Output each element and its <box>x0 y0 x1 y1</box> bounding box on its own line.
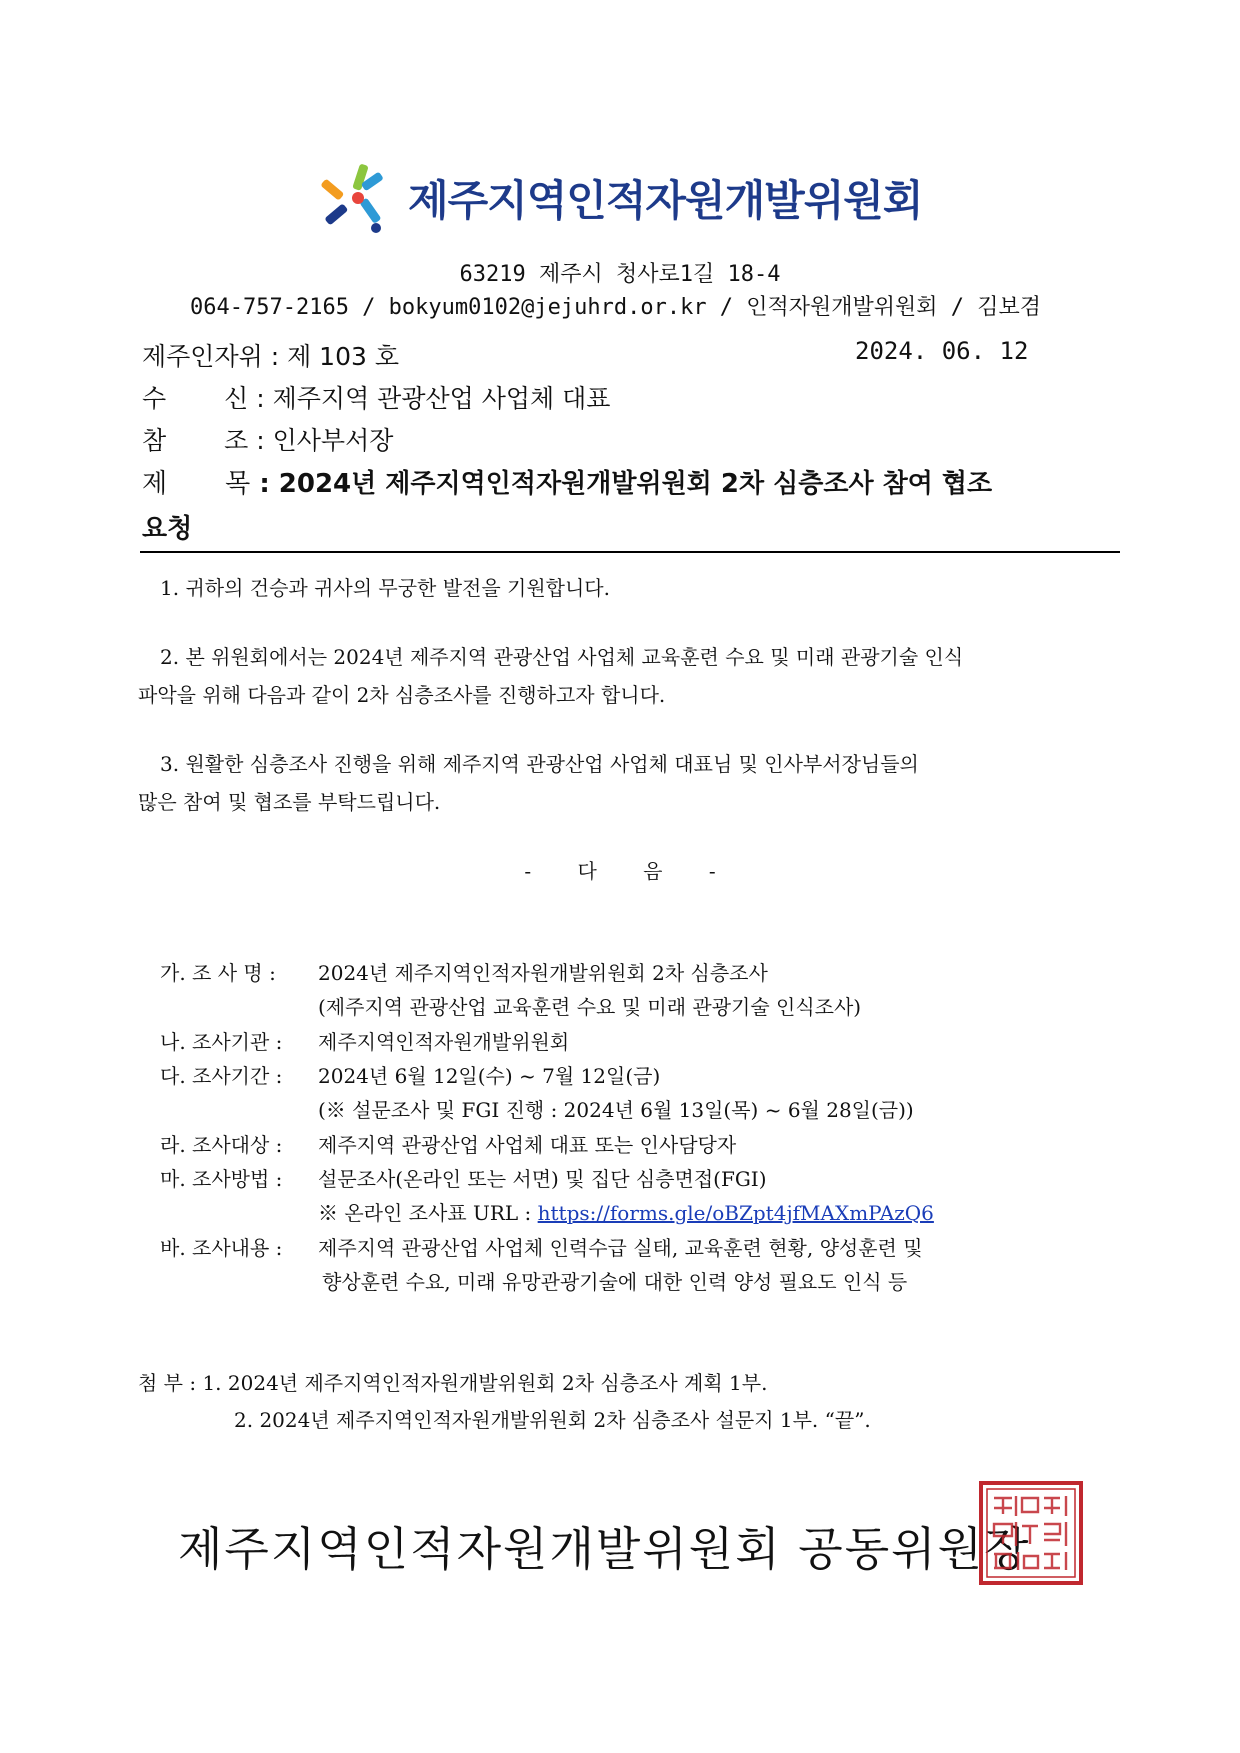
paragraph-3-line-1: 3. 원활한 심층조사 진행을 위해 제주지역 관광산업 사업체 대표님 및 인사부서장님들의 <box>160 752 919 776</box>
paragraph-3-line-2: 많은 참여 및 협조를 부탁드립니다. <box>138 790 441 814</box>
reference-label-2: 조 <box>224 426 249 455</box>
detail-survey-period-note: (※ 설문조사 및 FGI 진행 : 2024년 6월 13일(목) ~ 6월 28일(금)) <box>318 1098 914 1122</box>
paragraph-2-line-1: 2. 본 위원회에서는 2024년 제주지역 관광산업 사업체 교육훈련 수요 및 미래 관광기술 인식 <box>160 645 964 669</box>
org-name: 제주지역인적자원개발위원회 <box>408 176 923 225</box>
reference-label-1: 참 <box>142 426 167 455</box>
recipient-label-2: 신 <box>224 384 249 413</box>
org-contact: 064-757-2165 / bokyum0102@jejuhrd.or.kr / 인적자원개발위원회 / 김보겸 <box>190 295 1042 320</box>
subject-label-1: 제 <box>142 469 168 499</box>
paragraph-2-line-2: 파악을 위해 다음과 같이 2차 심층조사를 진행하고자 합니다. <box>138 683 666 707</box>
org-address: 63219 제주시 청사로1길 18-4 <box>459 262 781 287</box>
detail-key: 나. 조사기관 : <box>160 1030 283 1054</box>
official-seal-stamp <box>978 1480 1084 1586</box>
detail-value: 2024년 제주지역인적자원개발위원회 2차 심층조사 <box>318 961 768 985</box>
detail-key: 가. 조 사 명 : <box>160 961 276 985</box>
recipient-label-1: 수 <box>142 384 167 413</box>
following-heading: - 다 음 - <box>524 859 716 883</box>
detail-value: 2024년 6월 12일(수) ~ 7월 12일(금) <box>318 1064 661 1088</box>
recipient-value: : 제주지역 관광산업 사업체 대표 <box>256 384 611 413</box>
recipient-line <box>142 379 610 415</box>
document-date: 2024. 06. 12 <box>855 337 1029 365</box>
document-number: 제주인자위 : 제 103 호 <box>142 342 399 371</box>
survey-url-link[interactable]: https://forms.gle/oBZpt4jfMAXmPAzQ6 <box>537 1201 934 1225</box>
sender-signature: 제주지역인적자원개발위원회 공동위원장 <box>178 1522 1031 1576</box>
org-logo <box>318 158 922 238</box>
detail-value: 설문조사(온라인 또는 서면) 및 집단 심층면접(FGI) <box>318 1167 767 1191</box>
subject-continuation: 요청 <box>142 514 193 544</box>
detail-key: 라. 조사대상 : <box>160 1133 283 1157</box>
reference-line <box>142 421 393 457</box>
detail-value: 제주지역 관광산업 사업체 인력수급 실태, 교육훈련 현황, 양성훈련 및 <box>318 1236 923 1260</box>
header-divider <box>140 551 1120 553</box>
detail-survey-url-line <box>318 1197 934 1226</box>
detail-key: 바. 조사내용 : <box>160 1236 283 1260</box>
detail-survey-content-cont: 향상훈련 수요, 미래 유망관광기술에 대한 인력 양성 필요도 인식 등 <box>322 1270 908 1294</box>
subject-line <box>142 463 992 500</box>
subject-label-2: 목 <box>225 469 251 499</box>
attachment-2: 2. 2024년 제주지역인적자원개발위원회 2차 심층조사 설문지 1부. “끝”. <box>234 1408 871 1432</box>
detail-key: 다. 조사기간 : <box>160 1064 283 1088</box>
detail-value: 제주지역 관광산업 사업체 대표 또는 인사담당자 <box>318 1133 737 1157</box>
detail-value: 제주지역인적자원개발위원회 <box>318 1030 570 1054</box>
jeju-hrd-star-logo-icon <box>318 158 400 238</box>
attachment-1: 첨 부 : 1. 2024년 제주지역인적자원개발위원회 2차 심층조사 계획 1부. <box>138 1371 768 1395</box>
reference-value: : 인사부서장 <box>256 426 394 455</box>
paragraph-1: 1. 귀하의 건승과 귀사의 무궁한 발전을 기원합니다. <box>160 576 610 600</box>
detail-survey-name-sub: (제주지역 관광산업 교육훈련 수요 및 미래 관광기술 인식조사) <box>318 995 862 1019</box>
subject-value: : 2024년 제주지역인적자원개발위원회 2차 심층조사 참여 협조 <box>259 469 993 499</box>
detail-key: 마. 조사방법 : <box>160 1167 283 1191</box>
survey-url-label: ※ 온라인 조사표 URL : <box>318 1201 538 1225</box>
